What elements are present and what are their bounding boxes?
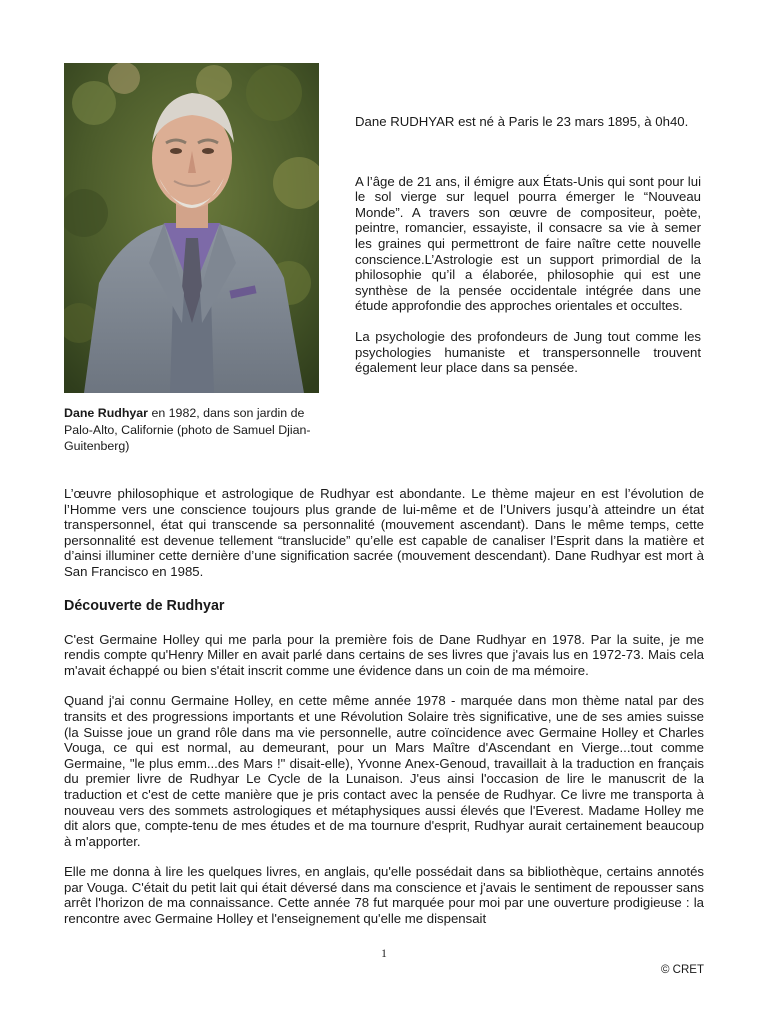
photo-caption: [64, 405, 329, 455]
oeuvre-paragraph: L’œuvre philosophique et astrologique de Rudhyar est abondante. Le thème majeur en est l’évolution de l’Homme vers une conscience toujours plus grande de lui-même et de l’Univers jusqu’à atteindre un état transpersonnel, état qui transcende sa personnalité (mouvement ascendant). Dans le même temps, cette personnalité est devenue tellement “translucide” qu’elle est capable de canaliser l’Esprit dans la matière et d’ainsi illuminer cette dernière d’une signification sacrée (mouvement descendant). Dane Rudhyar est mort à San Francisco en 1985.: [64, 486, 704, 579]
portrait-photo-image: [64, 63, 319, 393]
intro-column: [355, 114, 701, 376]
section-heading: Découverte de Rudhyar: [64, 597, 225, 614]
emigration-paragraph: A l’âge de 21 ans, il émigre aux États-Unis qui sont pour lui le sol vierge sur lequel pourra émerger le “Nouveau Monde”. A travers son œuvre de compositeur, poète, peintre, romancier, essayiste, il consacre sa vie à semer les graines qui permettront de faire naître cette nouvelle conscience.L’Astrologie est un support primordial de la philosophie qu’il a élaborée, philosophie qui est une synthèse de la pensée occidentale intégrée dans une étude approfondie des approches orientales et occultes.: [355, 173, 701, 314]
copyright-notice: © CRET: [661, 964, 704, 976]
holley-paragraph-2: Quand j'ai connu Germaine Holley, en cette même année 1978 - marquée dans mon thème natal par des transits et des progressions importants et une Révolution Solaire très significative, une de ses amies suisse (la Suisse joue un grand rôle dans ma vie personnelle, autre coïncidence avec Germaine Holley et Charles Vouga, ce qui est normal, au demeurant, pour un Mars Maître d'Ascendant en Vierge...tout comme Germaine, "le plus emm...des Mars !" disait-elle), Yvonne Anex-Genoud, travaillait à la traduction en français du premier livre de Rudhyar Le Cycle de la Lunaison. J'eus ainsi l'occasion de lire le manuscrit de la traduction et c'est de cette manière que je pris contact avec la pensée de Rudhyar. Ce livre me transporta à nouveau vers des sommets astrologiques et métaphysiques aussi élevés que l'Everest. Madame Holley me dit alors que, compte-tenu de mes études et de ma tournure d'esprit, Rudhyar aurait certainement beaucoup à m'apporter.: [64, 693, 704, 849]
birth-paragraph: Dane RUDHYAR est né à Paris le 23 mars 1895, à 0h40.: [355, 114, 689, 129]
holley-paragraph-1: C'est Germaine Holley qui me parla pour la première fois de Dane Rudhyar en 1978. Par la suite, je me rendis compte qu'Henry Miller en avait parlé dans certains de ses livres que j'avais lus en 1972-73. Mais cela m'avait échappé ou bien s'était inscrit comme une évidence dans un coin de ma mémoire.: [64, 631, 704, 678]
caption-name: Dane Rudhyar: [64, 406, 148, 420]
main-text: [64, 486, 704, 927]
page-number: 1: [381, 948, 387, 960]
portrait-photo: [64, 63, 319, 393]
holley-paragraph-3: Elle me donna à lire les quelques livres, en anglais, qu'elle possédait dans sa bibliothèque, certains annotés par Vouga. C'était du petit lait qui était déversé dans ma conscience et j'avais le sentiment de repousser sans arrêt l'horizon de ma connaissance. Cette année 78 fut marquée pour moi par une ouverture prodigieuse : la rencontre avec Germaine Holley et l'enseignement qu'elle me dispensait: [64, 864, 704, 927]
jung-paragraph: La psychologie des profondeurs de Jung tout comme les psychologies humaniste et transpersonnelle trouvent également leur place dans sa pensée.: [355, 328, 701, 376]
caption-text: en 1982, dans son jardin de Palo-Alto, Californie (photo de Samuel Djian-Guitenberg): [64, 406, 311, 453]
